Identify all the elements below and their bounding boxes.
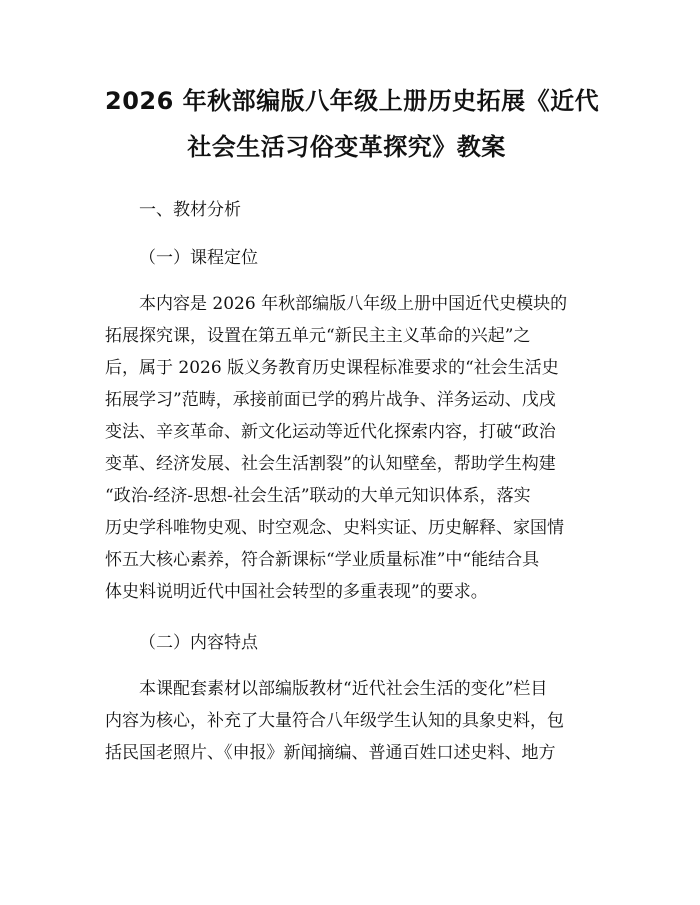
paragraph-content-features (105, 673, 588, 769)
paragraph-line: 本课配套素材以部编版教材“近代社会生活的变化”栏目 (139, 679, 548, 699)
paragraph-course-positioning (105, 288, 588, 608)
paragraph-line: 本内容是 2026 年秋部编版八年级上册中国近代史模块的 (139, 294, 568, 314)
paragraph-line: 变革、经济发展、社会生活割裂”的认知壁垒，帮助学生构建 (105, 454, 556, 474)
section-heading-textbook-analysis: 一、教材分析 (139, 200, 241, 220)
title-line-2: 社会生活习俗变革探究》教案 (187, 133, 506, 161)
document-title (105, 78, 600, 170)
paragraph-line: 括民国老照片、《申报》新闻摘编、普通百姓口述史料、地方 (105, 743, 556, 763)
paragraph-line: 怀五大核心素养，符合新课标“学业质量标准”中“能结合具 (105, 550, 540, 570)
subsection-heading-course-positioning: （一）课程定位 (139, 248, 258, 268)
paragraph-line: 变法、辛亥革命、新文化运动等近代化探索内容，打破“政治 (105, 422, 556, 442)
paragraph-line: “政治-经济-思想-社会生活”联动的大单元知识体系，落实 (105, 486, 531, 506)
title-line-1: 2026 年秋部编版八年级上册历史拓展《近代 (105, 87, 600, 115)
paragraph-line: 体史料说明近代中国社会转型的多重表现”的要求。 (105, 582, 488, 602)
paragraph-line: 拓展探究课，设置在第五单元“新民主主义革命的兴起”之 (105, 326, 531, 346)
subsection-heading-content-features: （二）内容特点 (139, 633, 258, 653)
paragraph-line: 历史学科唯物史观、时空观念、史料实证、历史解释、家国情 (105, 518, 564, 538)
paragraph-line: 后，属于 2026 版义务教育历史课程标准要求的“社会生活史 (105, 358, 559, 378)
paragraph-line: 内容为核心，补充了大量符合八年级学生认知的具象史料，包 (105, 711, 564, 731)
paragraph-line: 拓展学习”范畴，承接前面已学的鸦片战争、洋务运动、戊戌 (105, 390, 556, 410)
